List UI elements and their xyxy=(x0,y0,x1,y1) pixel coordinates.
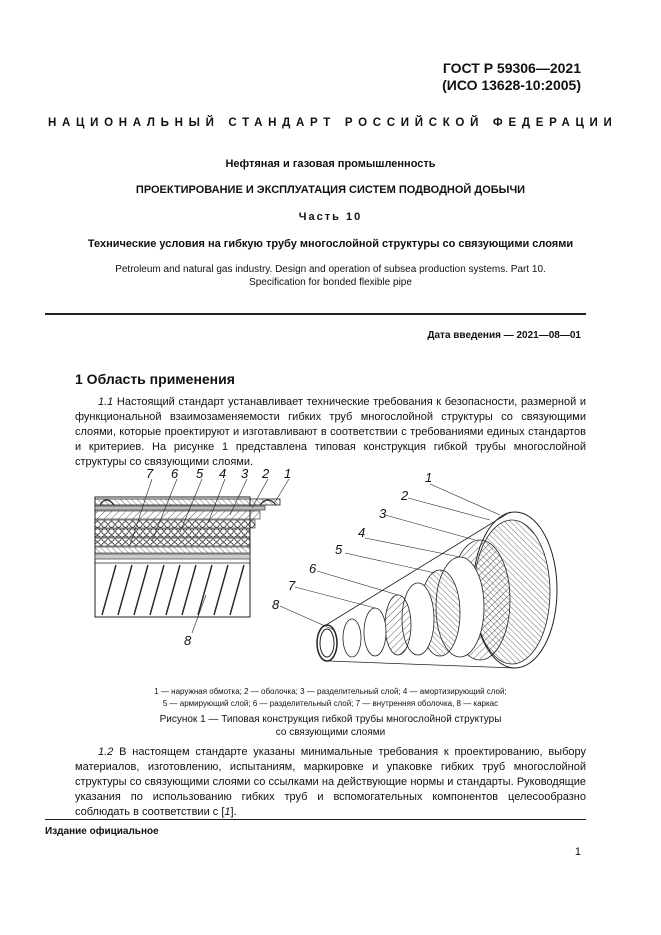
figure-pipe-structure xyxy=(80,465,590,685)
national-standard-banner: НАЦИОНАЛЬНЫЙ СТАНДАРТ РОССИЙСКОЙ ФЕДЕРАЦИИ xyxy=(48,117,618,129)
figure-label-7: 7 xyxy=(146,466,154,481)
paragraph-1-2 xyxy=(75,745,586,820)
part-title: Часть 10 xyxy=(298,211,363,223)
reference-link[interactable]: 1 xyxy=(224,806,231,818)
paragraph-number: 1.2 xyxy=(98,746,114,758)
english-title-line1: Petroleum and natural gas industry. Design and operation of subsea production systems. Part 10. xyxy=(115,264,546,275)
paragraph-1-1 xyxy=(75,395,586,470)
pipe-label-7: 7 xyxy=(288,578,296,593)
paragraph-text: В настоящем стандарте указаны минимальные требования к проектированию, выбору материалов, изготовлению, испытаниям, маркировке и упаковке гибких труб многослойной структуры со связующими слоями со ссылками на действующие нормы и стандарты. Руководящие указания по использованию гибких труб и вспомогательных компонентов целесообразно соблюдать в соответствии с [ xyxy=(75,746,586,818)
pipe-label-6: 6 xyxy=(309,561,317,576)
figure-label-2: 2 xyxy=(262,466,270,481)
pipe-label-2: 2 xyxy=(401,488,409,503)
pipe-label-5: 5 xyxy=(335,542,343,557)
header-divider xyxy=(45,313,586,315)
figure-label-1: 1 xyxy=(284,466,292,481)
paragraph-number: 1.1 xyxy=(98,396,114,408)
english-title-line2: Specification for bonded flexible pipe xyxy=(249,277,412,288)
figure-label-8: 8 xyxy=(184,633,192,648)
document-subtitle: Технические условия на гибкую трубу многослойной структуры со связующими слоями xyxy=(87,238,574,250)
industry-title: Нефтяная и газовая промышленность xyxy=(225,158,436,170)
legend-line-2: 5 — армирующий слой; 6 — разделительный слой; 7 — внутренняя оболочка, 8 — каркас xyxy=(162,699,499,708)
pipe-label-3: 3 xyxy=(379,506,387,521)
figure-label-5: 5 xyxy=(196,466,204,481)
main-title: ПРОЕКТИРОВАНИЕ И ЭКСПЛУАТАЦИЯ СИСТЕМ ПОДВОДНОЙ ДОБЫЧИ xyxy=(135,184,526,196)
paragraph-text: Настоящий стандарт устанавливает технические требования к безопасности, размерной и функциональной взаимозаменяемости гибких труб многослойной структуры со связующими слоями, которые проектируют и изготавливают в соответствии с требованиями единых стандартов и критериев. На рисунке 1 представлена типовая конструкция гибкой трубы многослойной структуры со связующими слоями. xyxy=(75,396,586,468)
standard-number-block xyxy=(442,60,581,94)
figure-caption xyxy=(80,713,581,739)
introduction-date: Дата введения — 2021—08—01 xyxy=(427,330,581,341)
legend-line-1: 1 — наружная обмотка; 2 — оболочка; 3 — разделительный слой; 4 — амортизирующий слой; xyxy=(154,687,507,696)
figure-label-4: 4 xyxy=(219,466,227,481)
figure-legend xyxy=(80,686,581,710)
footer-divider xyxy=(45,819,586,820)
section-title: 1 Область применения xyxy=(75,371,235,387)
pipe-label-8: 8 xyxy=(272,597,280,612)
figure-label-6: 6 xyxy=(171,466,179,481)
paragraph-end: ]. xyxy=(230,806,237,818)
figure-label-3: 3 xyxy=(241,466,249,481)
caption-line-1: Рисунок 1 — Типовая конструкция гибкой трубы многослойной структуры xyxy=(159,714,502,725)
pipe-label-4: 4 xyxy=(358,525,366,540)
pipe-label-1: 1 xyxy=(425,470,433,485)
standard-number: ГОСТ Р 59306—2021 xyxy=(442,60,581,76)
page-number: 1 xyxy=(574,846,581,858)
edition-note: Издание официальное xyxy=(45,826,159,837)
pipe-3d-diagram xyxy=(280,484,557,668)
cross-section-diagram xyxy=(95,479,289,633)
caption-line-2: со связующими слоями xyxy=(275,727,386,738)
iso-number: (ИСО 13628-10:2005) xyxy=(442,77,581,93)
